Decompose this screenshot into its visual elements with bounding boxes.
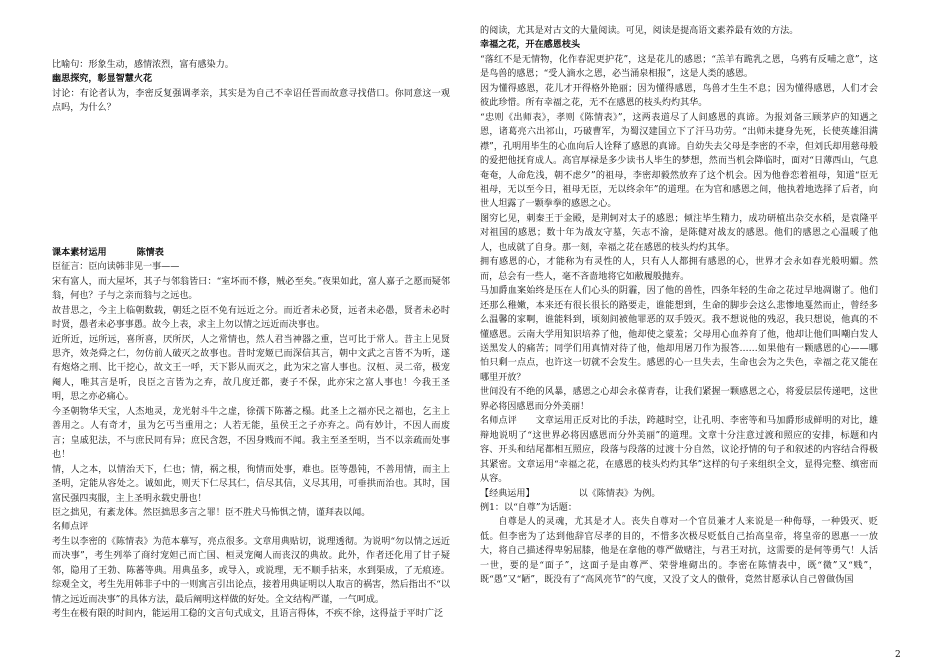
section-title: 课本素材运用 <box>52 246 107 258</box>
right-column <box>480 24 878 588</box>
paragraph: 的阅读，尤其是对古文的大量阅读。可见，阅读是提高语文素养最有效的方法。 <box>480 26 799 36</box>
paragraph: 故昔思之，今主上临朝数载，朝廷之臣不免有远近之分。而近者未必贤，远者未必愚，贤者未必时时贤，愚者未必事事愚。故今上表，求主上勿以情之远近而决事也。 <box>52 305 450 331</box>
paragraph: 马加爵血案始终是压在人们心头的阴霾，因了他的兽性，四条年轻的生命之花过早地凋谢了。他们还那么稚嫩，本来还有很长很长的路要走，谁能想到，生命的脚步会这么悲惨地戛然而止，曾经多么温馨的家啊，谁能料到，顷刻间被他罪恶的双手毁灭。我不想说他的残忍，我只想说，他真的不懂感恩。云南大学用知识培养了他，他却使之蒙羞；父母用心血养育了他，他却让他们叫嘲白发人送黑发人的痛苦；同学们用真情对待了他，他却用屠刀作为报答……如果他有一颗感恩的心——哪怕只剩一点点，也许这一切就不会发生。感恩的心一旦失去，生命也会为之失色，幸福之花又能在哪里开放？ <box>480 286 878 383</box>
paragraph: “落红不是无情物，化作春泥更护花”，这是花儿的感恩；“羔羊有跪乳之恩，乌鸦有反哺之意”，这是鸟兽的感恩；“受人滴水之恩，必当涌泉相报”，这是人类的感恩。 <box>480 54 878 80</box>
section-heading-exploration: 幽思探究，彰显智慧火花 <box>52 73 153 85</box>
paragraph: 今圣朝物华天宝，人杰地灵，龙光射斗牛之虚，徐孺下陈蕃之榻。此圣上之福亦民之福也，乞主上善用之。人有奇才，虽为乞丐当重用之；人若无能，虽侯王之子亦弃之。尚有妙计，不因人而废言；皇戚犯法，不与庶民同有异；庶民含怨，不因身贱而不闻。我主至圣至明，当不以亲疏而处事也！ <box>52 406 450 461</box>
essay-title: 幸福之花，开在感恩枝头 <box>480 39 581 51</box>
spacer <box>52 116 450 246</box>
paragraph: 考生以李密的《陈情表》为范本摹写，亮点很多。文章用典贴切，说理透彻。为说明“勿以情之远近而决事”，考生列举了商纣宠妲己而亡国、桓灵宠阉人而丧汉的典故。此外，作者还化用了甘子疑邻，隐用了王勃、陈蕃等典。用典虽多，或导入，或说理，无不顺手拈来，水到渠成，了无痕迹。综观全文，考生先用韩非子中的一则寓言引出论点，接着用典证明以人取言的祸害，然后指出不“以情之远近而决事”的具体方法，最后阐明这样做的好处。全文结构严谨，一气呵成。 <box>52 536 450 605</box>
section-heading-material <box>52 246 450 260</box>
paragraph: 宋有富人，而大屋坏，其子与邻翁皆曰：“室坏而不修，贼必至矣。”夜果如此，富人嘉子之愿而疑邻翁，何也？子与之亲而翁与之远也。 <box>52 276 450 302</box>
commentary-label: 名师点评 <box>52 522 89 533</box>
paragraph: “忠则《出师表》，孝则《陈情表》”，这两表道尽了人间感恩的真谛。为报刘备三顾茅庐的知遇之恩，诸葛亮六出祁山，巧破曹军，为蜀汉建国立下了汗马功劳。“出师未捷身先死，长使英雄泪满襟”，孔明用毕生的心血向后人诠释了感恩的真谛。自幼失去父母是李密的不幸，但刘氏却用慈母般的爱把他抚育成人。高官厚禄是多少读书人毕生的梦想，然而当机会降临时，面对“日薄西山，气息奄奄，人命危浅，朝不虑夕”的祖母，李密却毅然放弃了这个机会。因为他眷恋着祖母，知道“臣无祖母，无以至今日，祖母无臣，无以终余年”的道理。在为官和感恩之间，他执着地选择了后者，向世人坦露了一颗拳拳的感恩之心。 <box>480 112 878 210</box>
paragraph: 近所近，远所远，喜所喜，厌所厌，人之常情也，然人君当神器之重，岂可比于常人。昔主上见贤思齐，效尧舜之仁，勿仿前人破灭之故事也。昔时宠姬已而深信其言，朝中文武之言皆不为听，遂有炮烙之刑、比干挖心，故文王一呼，天下影从而灭之，此为宋之富人事也。汉桓、灵二帝，极宠阉人，唯其言是听，良臣之言皆为之弃，故几度迁都，妻子不保，此亦宋之富人事也！今我王圣明，思之亦必痛心。 <box>52 334 450 403</box>
section-subtitle: 陈情表 <box>136 246 164 258</box>
paragraph: 臣征言：臣向读韩非见一事—— <box>52 262 180 273</box>
paragraph: 考生在极有限的时间内，能运用工稳的文言句式成文，且语言得体，不疾不徐，这得益于平时广泛 <box>52 609 444 620</box>
paragraph: 拥有感恩的心，才能称为有灵性的人，只有人人都拥有感恩的心，世界才会永如春光般明媚。然而，总会有一些人，毫不吝啬地将它如敝履般抛弃。 <box>480 257 878 282</box>
metaphor-note: 比喻句：形象生动，感情浓烈，富有感染力。 <box>52 60 234 70</box>
example-label: 【经典运用】 <box>480 488 535 499</box>
paragraph: 世间没有不绝的风暴，感恩之心却会永葆青春，让我们紧握一颗感恩之心，将爱层层传递吧，这世界必将因感恩而分外美丽！ <box>480 387 878 412</box>
commentary-paragraph: 名师点评 文章运用正反对比的手法，跨越时空，让孔明、李密等和马加爵形成鲜明的对比，雄辩地说明了“这世界必将因感恩而分外美丽”的道理。文章十分注意过渡和照应的安排，标题和内容、开头和结尾都相互照应，段落与段落的过渡十分自然，议论抒情的句子和叙述的内容结合得极其紧密。文章运用“幸福之花，在感恩的枝头灼灼其华”这样的句子来组织全文，显得完整、缜密而从容。 <box>480 416 878 485</box>
paragraph: 因为懂得感恩，花儿才开得格外艳丽；因为懂得感恩，鸟兽才生生不息；因为懂得感恩，人们才会彼此珍惜。所有幸福之花，无不在感恩的枝头灼灼其华。 <box>480 83 878 109</box>
example-heading <box>480 487 878 501</box>
paragraph: 臣之拙见，有紊龙体。然臣拙思多言之罪！臣不胜犬马怖惧之情，谨拜表以闻。 <box>52 507 371 518</box>
example-body: 自尊是人的灵魂，尤其是才人。丧失自尊对一个官员兼才人来说是一种侮辱，一种毁灭、贬低。但李密为了达到他辞官尽孝的目的，不惜多次极尽贬低自己抬高皇帝，将皇帝的恩惠一一放大，将自己描述得卑躬屈膝，他是在拿他的尊严做赌注，与君王对抗，这需要的是何等勇气！人活一世，要的是“面子”，这面子是由尊严、荣誉堆砌出的。李密在陈情表中，既“微”又“贱”，既“愚”又“陋”，既没有了“高风亮节”的气度，又没了文人的傲骨，竟然甘愿承认自己曾做伪国 <box>480 517 878 586</box>
page-number: 2 <box>895 650 901 660</box>
example-text: 以《陈情表》为例。 <box>578 488 661 499</box>
paragraph: 情，人之本，以情治天下，仁也；情，祸之根，徇情而处事，难也。臣等愚钝，不善用情，而主上圣明，定能从容处之。诚如此，则天下仁尽其仁，信尽其信，义尽其用，可垂拱而治也。其时，国富民强四夷服，主上圣明永载史册也！ <box>52 464 450 504</box>
example-lead: 例1：以“自尊”为话题： <box>480 502 577 513</box>
left-column <box>52 58 450 622</box>
paragraph: 图穷匕见，刺秦王于金殿，是荆轲对太子的感恩；倾注毕生精力，成功研植出杂交水稻，是袁隆平对祖国的感恩；数十年为战友守墓，矢志不渝，是陈健对战友的感恩。他们的感恩之心温暖了他人，也成就了自身。那一刻，幸福之花在感恩的枝头灼灼其华。 <box>480 213 878 253</box>
discussion-question: 讨论：有论者认为，李密反复强调孝亲，其实是为自己不幸诏任晋而故意寻找借口。你同意这一观点吗，为什么？ <box>52 88 450 114</box>
